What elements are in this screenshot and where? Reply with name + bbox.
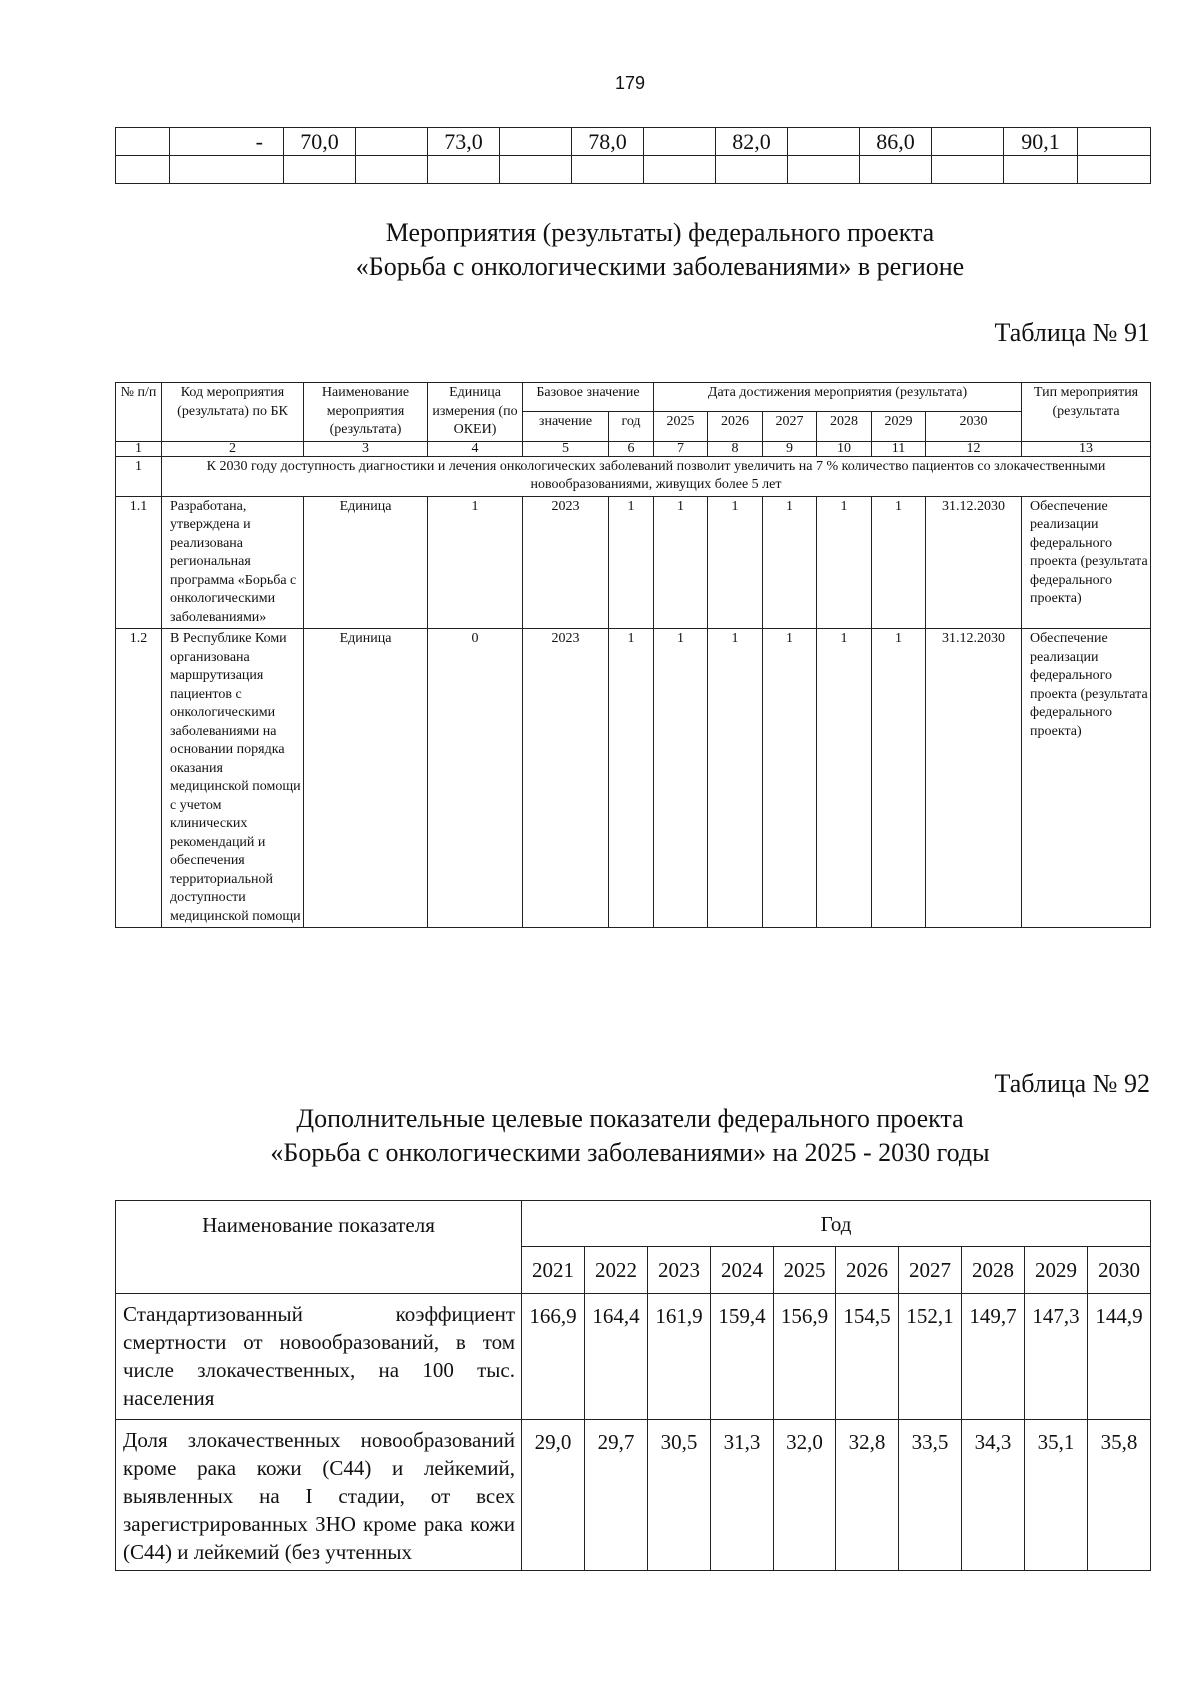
year-cell: 2024 bbox=[711, 1247, 774, 1294]
value-cell: 152,1 bbox=[899, 1294, 962, 1420]
header-code: Код мероприятия (результата) по БК bbox=[162, 383, 304, 442]
year-cell: 2028 bbox=[962, 1247, 1025, 1294]
table-cell: - bbox=[170, 128, 284, 156]
value-cell: 31,3 bbox=[711, 1420, 774, 1571]
header-num: № п/п bbox=[116, 383, 162, 442]
row-2025: 1 bbox=[654, 629, 708, 928]
table-row bbox=[116, 496, 1151, 629]
table-91 bbox=[115, 382, 1151, 928]
year-cell: 2030 bbox=[1088, 1247, 1151, 1294]
value-cell: 144,9 bbox=[1088, 1294, 1151, 1420]
table-cell bbox=[356, 128, 428, 156]
value-cell: 32,0 bbox=[774, 1420, 836, 1571]
column-number: 10 bbox=[817, 441, 872, 456]
table-row bbox=[116, 629, 1151, 928]
row-code: Разработана, утверждена и реализована региональная программа «Борьба с онкологическими заболеваниями» bbox=[162, 496, 304, 629]
table-cell bbox=[500, 128, 572, 156]
value-cell: 33,5 bbox=[899, 1420, 962, 1571]
column-number: 3 bbox=[304, 441, 428, 456]
row-base-value: 2023 bbox=[523, 629, 609, 928]
table-cell bbox=[1078, 128, 1151, 156]
table-header-row bbox=[116, 1201, 1151, 1247]
section-title-line: Мероприятия (результаты) федерального проекта bbox=[385, 218, 935, 247]
column-number: 7 bbox=[654, 441, 708, 456]
continuation-table bbox=[115, 127, 1151, 184]
header-year: Год bbox=[522, 1201, 1151, 1247]
header-name: Наименование показателя bbox=[116, 1201, 522, 1294]
row-base-year: 1 bbox=[609, 629, 654, 928]
header-year: 2029 bbox=[872, 412, 926, 441]
table-92 bbox=[115, 1200, 1151, 1571]
group-num: 1 bbox=[116, 456, 162, 496]
row-num: 1.1 bbox=[116, 496, 162, 629]
row-2029: 1 bbox=[872, 496, 926, 629]
row-2029: 1 bbox=[872, 629, 926, 928]
table-cell bbox=[788, 128, 860, 156]
table-cell bbox=[644, 128, 716, 156]
value-cell: 29,0 bbox=[522, 1420, 585, 1571]
table-cell bbox=[932, 128, 1004, 156]
column-number: 4 bbox=[428, 441, 523, 456]
year-cell: 2026 bbox=[836, 1247, 899, 1294]
year-cell: 2023 bbox=[648, 1247, 711, 1294]
column-number: 5 bbox=[523, 441, 609, 456]
column-number: 12 bbox=[926, 441, 1022, 456]
table-row bbox=[116, 156, 1151, 184]
table-cell: 86,0 bbox=[860, 128, 932, 156]
value-cell: 159,4 bbox=[711, 1294, 774, 1420]
row-name: Единица bbox=[304, 496, 428, 629]
column-number: 1 bbox=[116, 441, 162, 456]
table-cell: 82,0 bbox=[716, 128, 788, 156]
header-unit: Единица измерения (по ОКЕИ) bbox=[428, 383, 523, 442]
table-cell: 73,0 bbox=[428, 128, 500, 156]
header-year: 2028 bbox=[817, 412, 872, 441]
column-number: 8 bbox=[708, 441, 763, 456]
header-base-year: год bbox=[609, 412, 654, 441]
section-title bbox=[0, 216, 1200, 284]
value-cell: 147,3 bbox=[1025, 1294, 1088, 1420]
row-2026: 1 bbox=[708, 496, 763, 629]
row-unit: 0 bbox=[428, 629, 523, 928]
value-cell: 166,9 bbox=[522, 1294, 585, 1420]
row-2027: 1 bbox=[763, 496, 817, 629]
header-year: 2026 bbox=[708, 412, 763, 441]
table-cell: 70,0 bbox=[284, 128, 356, 156]
row-2030: 31.12.2030 bbox=[926, 496, 1022, 629]
table-91-caption: Таблица № 91 bbox=[994, 318, 1150, 347]
table-row bbox=[116, 1294, 1151, 1420]
value-cell: 156,9 bbox=[774, 1294, 836, 1420]
indicator-name: Доля злокачественных новообразований кроме рака кожи (С44) и лейкемий, выявленных на I стадии, от всех зарегистрированных ЗНО кроме рака кожи (С44) и лейкемий (без учтенных bbox=[116, 1420, 522, 1571]
page-number: 179 bbox=[614, 73, 646, 93]
value-cell: 29,7 bbox=[585, 1420, 648, 1571]
table-row bbox=[116, 1420, 1151, 1571]
header-dates: Дата достижения мероприятия (результата) bbox=[654, 383, 1022, 412]
column-number: 13 bbox=[1022, 441, 1151, 456]
value-cell: 32,8 bbox=[836, 1420, 899, 1571]
column-number: 2 bbox=[162, 441, 304, 456]
table-92-caption: Таблица № 92 bbox=[994, 1069, 1150, 1098]
header-year: 2027 bbox=[763, 412, 817, 441]
indicator-name: Стандартизованный коэффициент смертности от новообразований, в том числе злокачественных, на 100 тыс. населения bbox=[116, 1294, 522, 1420]
value-cell: 149,7 bbox=[962, 1294, 1025, 1420]
row-name: Единица bbox=[304, 629, 428, 928]
header-base: Базовое значение bbox=[523, 383, 654, 412]
row-2026: 1 bbox=[708, 629, 763, 928]
column-numbers-row bbox=[116, 441, 1151, 456]
section-title-line: «Борьба с онкологическими заболеваниями» в регионе bbox=[355, 252, 965, 281]
header-base-value: значение bbox=[523, 412, 609, 441]
table-cell bbox=[116, 128, 170, 156]
table-cell: 90,1 bbox=[1004, 128, 1078, 156]
header-year: 2025 bbox=[654, 412, 708, 441]
table-header-row bbox=[116, 383, 1151, 412]
header-type: Тип мероприятия (результата bbox=[1022, 383, 1151, 442]
group-text: К 2030 году доступность диагностики и лечения онкологических заболеваний позволит увеличить на 7 % количество пациентов со злокачественными новообразованиями, живущих более 5 лет bbox=[162, 456, 1151, 496]
row-base-year: 1 bbox=[609, 496, 654, 629]
year-cell: 2022 bbox=[585, 1247, 648, 1294]
table-92-title bbox=[0, 1102, 1200, 1170]
value-cell: 30,5 bbox=[648, 1420, 711, 1571]
column-number: 6 bbox=[609, 441, 654, 456]
row-2025: 1 bbox=[654, 496, 708, 629]
column-number: 11 bbox=[872, 441, 926, 456]
row-type: Обеспечение реализации федерального проекта (результата федерального проекта) bbox=[1022, 496, 1151, 629]
value-cell: 164,4 bbox=[585, 1294, 648, 1420]
column-number: 9 bbox=[763, 441, 817, 456]
value-cell: 154,5 bbox=[836, 1294, 899, 1420]
value-cell: 35,8 bbox=[1088, 1420, 1151, 1571]
row-2030: 31.12.2030 bbox=[926, 629, 1022, 928]
year-cell: 2025 bbox=[774, 1247, 836, 1294]
row-unit: 1 bbox=[428, 496, 523, 629]
year-cell: 2027 bbox=[899, 1247, 962, 1294]
value-cell: 35,1 bbox=[1025, 1420, 1088, 1571]
table-row bbox=[116, 128, 1151, 156]
header-name: Наименование мероприятия (результата) bbox=[304, 383, 428, 442]
header-year: 2030 bbox=[926, 412, 1022, 441]
row-2028: 1 bbox=[817, 629, 872, 928]
table-cell: 78,0 bbox=[572, 128, 644, 156]
value-cell: 34,3 bbox=[962, 1420, 1025, 1571]
year-cell: 2029 bbox=[1025, 1247, 1088, 1294]
row-type: Обеспечение реализации федерального проекта (результата федерального проекта) bbox=[1022, 629, 1151, 928]
row-num: 1.2 bbox=[116, 629, 162, 928]
year-cell: 2021 bbox=[522, 1247, 585, 1294]
table-92-title-line: «Борьба с онкологическими заболеваниями» на 2025 - 2030 годы bbox=[270, 1138, 990, 1167]
table-92-title-line: Дополнительные целевые показатели федерального проекта bbox=[296, 1104, 964, 1133]
group-row bbox=[116, 456, 1151, 496]
row-2028: 1 bbox=[817, 496, 872, 629]
row-base-value: 2023 bbox=[523, 496, 609, 629]
value-cell: 161,9 bbox=[648, 1294, 711, 1420]
row-2027: 1 bbox=[763, 629, 817, 928]
row-code: В Республике Коми организована маршрутизация пациентов с онкологическими заболеваниями на основании порядка оказания медицинской помощи с учетом клинических рекомендаций и обеспечения территориальной доступности медицинской помощи bbox=[162, 629, 304, 928]
